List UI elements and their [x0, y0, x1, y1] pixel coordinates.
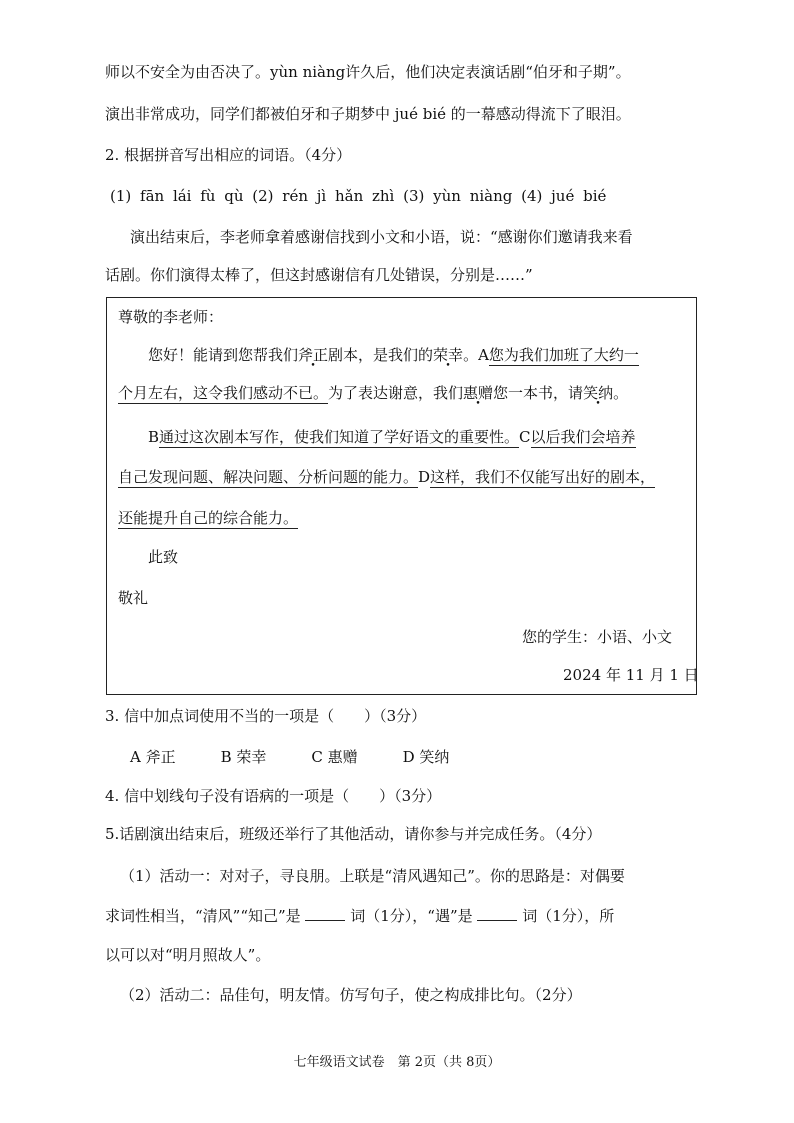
letter-closing-2: 敬礼 — [118, 589, 149, 607]
dotted-word-fuzheng: 斧正 — [298, 346, 329, 364]
q5-text: 求词性相当，“清风”“知己”是 — [105, 907, 301, 925]
letter-date: 2024 年 11 月 1 日 — [563, 666, 699, 684]
letter-text: 。A — [463, 346, 489, 364]
underlined-sentence-d-cont: 还能提升自己的综合能力。 — [118, 509, 299, 527]
letter-salutation: 尊敬的李老师： — [118, 308, 224, 326]
question-4: 4. 信中划线句子没有语病的一项是（ ）（3分） — [105, 787, 442, 805]
intro-line-2: 话剧。你们演得太棒了，但这封感谢信有几处错误，分别是……” — [105, 266, 533, 284]
paragraph-line-1: 师以不安全为由否决了。yùn niàng许久后，他们决定表演话剧“伯牙和子期”。 — [105, 63, 631, 81]
question-5: 5.话剧演出结束后，班级还举行了其他活动，请你参与并完成任务。（4分） — [105, 825, 602, 843]
question-5-1-line-2 — [105, 906, 614, 926]
underlined-sentence-b: 通过这次剧本写作，使我们知道了学好语文的重要性。 — [159, 428, 520, 446]
question-2: 2. 根据拼音写出相应的词语。（4分） — [105, 146, 352, 164]
letter-line-5 — [118, 508, 298, 528]
question-5-1-line-1: （1）活动一：对对子，寻良朋。上联是“清风遇知己”。你的思路是：对偶要 — [120, 867, 625, 885]
paragraph-line-2: 演出非常成功，同学们都被伯牙和子期梦中 jué bié 的一幕感动得流下了眼泪。 — [105, 105, 631, 123]
underlined-sentence-d: 这样，我们不仅能写出好的剧本， — [430, 468, 656, 486]
letter-line-2 — [118, 383, 628, 403]
dotted-word-xiaona: 笑纳 — [583, 384, 614, 402]
q5-text: 词（1分），“遇”是 — [350, 907, 473, 925]
label-c: C — [519, 428, 531, 446]
letter-text: 。 — [613, 384, 629, 402]
letter-line-4 — [118, 467, 655, 487]
question-3-options: A 斧正 B 荣幸 C 惠赠 D 笑纳 — [130, 748, 450, 766]
question-5-2: （2）活动二：品佳句，明友情。仿写句子，使之构成排比句。（2分） — [120, 986, 582, 1004]
letter-signature: 您的学生：小语、小文 — [522, 628, 673, 646]
letter-line-3 — [148, 427, 636, 447]
question-5-1-line-3: 以可以对“明月照故人”。 — [105, 946, 271, 964]
letter-text: 您一本书，请 — [493, 384, 584, 402]
underlined-sentence-c-cont: 自己发现问题、解决问题、分析问题的能力。 — [118, 468, 419, 486]
letter-closing-1: 此致 — [148, 548, 179, 566]
label-b: B — [148, 428, 160, 446]
label-d: D — [418, 468, 431, 486]
dotted-word-huizeng: 惠赠 — [463, 384, 494, 402]
pinyin-list: (1) fān lái fù qù (2) rén jì hǎn zhì (3) yùn niàng (4) jué bié — [110, 187, 607, 205]
page-footer: 七年级语文试卷 第 2页（共 8页） — [293, 1055, 501, 1070]
letter-text: 您好！能请到您帮我们 — [148, 346, 299, 364]
underlined-sentence-a: 您为我们加班了大约一 — [488, 346, 639, 364]
underlined-sentence-a-cont: 个月左右，这令我们感动不已。 — [118, 384, 329, 402]
answer-blank-2[interactable] — [477, 906, 517, 921]
question-3: 3. 信中加点词使用不当的一项是（ ）（3分） — [105, 707, 427, 725]
letter-text: 为了表达谢意，我们 — [328, 384, 464, 402]
q5-text: 词（1分），所 — [522, 907, 615, 925]
dotted-word-rongxing: 荣幸 — [433, 346, 464, 364]
letter-text: 剧本，是我们的 — [328, 346, 434, 364]
letter-line-1 — [148, 345, 639, 365]
underlined-sentence-c: 以后我们会培养 — [530, 428, 636, 446]
intro-line-1: 演出结束后，李老师拿着感谢信找到小文和小语，说：“感谢你们邀请我来看 — [130, 228, 633, 246]
answer-blank-1[interactable] — [305, 906, 345, 921]
